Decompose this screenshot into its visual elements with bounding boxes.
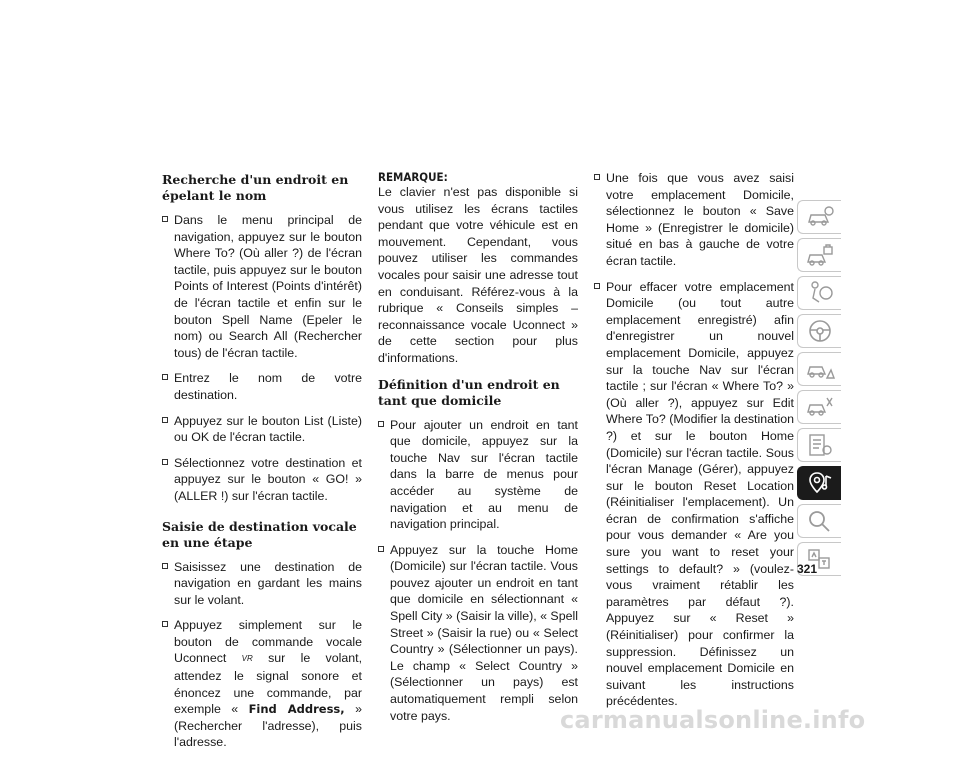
search-icon — [805, 508, 835, 534]
square-bullet-icon — [162, 374, 168, 380]
list-item: Appuyez simplement sur le bouton de commande vocale Uconnect VR sur le volant, attendez le signal sonore et énoncez une commande, par exemple « Find Address, » (Rechercher l'adresse), puis l'adresse. — [162, 617, 362, 751]
square-bullet-icon — [378, 546, 384, 552]
note-heading: REMARQUE: — [378, 170, 448, 184]
list-item: Appuyez sur la touche Home (Domicile) sur l'écran tactile. Vous pouvez ajouter un endroit en tant que domicile en sélectionnant « Spell City » (Saisir la ville), « Spell Street » (Saisir la rue) ou « Select Country » (Sélectionner un pays). Le champ « Select Country » (Sélectionner un pays) est automatiquement rempli selon votre pays. — [378, 542, 578, 725]
list-item: Une fois que vous avez saisi votre emplacement Domicile, sélectionnez le bouton « Save Home » (Enregistrer le domicile) situé en bas à gauche de votre écran tactile. — [594, 170, 794, 270]
chapter-tab-bar — [797, 200, 841, 580]
heading-spell-name: Recherche d'un endroit en épelant le nom — [162, 172, 349, 203]
watermark-text: carmanualsonline.info — [560, 706, 866, 734]
column-left — [162, 170, 362, 760]
tab-search[interactable] — [797, 504, 841, 538]
multimedia-icon — [805, 470, 835, 496]
list-item: Dans le menu principal de navigation, appuyez sur le bouton Where To? (Où aller ?) de l'écran tactile, puis appuyez sur le bouton Points of Interest (Points d'intérêt) de l'écran tactile et enfin sur le bouton Spell Name (Epeler le nom) ou Search All (Rechercher tous) de l'écran tactile. — [162, 212, 362, 361]
list-item: Pour ajouter un endroit en tant que domicile, appuyez sur la touche Nav sur l'écran tactile dans la barre de menus pour accéder au système de navigation et au menu de navigation principal. — [378, 417, 578, 533]
list-voice-destination — [162, 559, 362, 752]
square-bullet-icon — [162, 459, 168, 465]
column-middle — [378, 170, 578, 733]
list-item: Saisissez une destination de navigation en gardant les mains sur le volant. — [162, 559, 362, 609]
square-bullet-icon — [162, 216, 168, 222]
square-bullet-icon — [162, 417, 168, 423]
car-info-icon — [805, 204, 835, 230]
car-warning-icon — [805, 356, 835, 382]
tab-maintenance-list[interactable] — [797, 428, 841, 462]
square-bullet-icon — [162, 563, 168, 569]
list-spell-name — [162, 212, 362, 505]
square-bullet-icon — [162, 621, 168, 627]
car-lock-icon — [805, 242, 835, 268]
steering-wheel-icon — [805, 318, 835, 344]
list-item: Appuyez sur le bouton List (Liste) ou OK de l'écran tactile. — [162, 413, 362, 446]
list-item: Sélectionnez votre destination et appuyez sur le bouton « GO! » (ALLER !) sur l'écran tactile. — [162, 455, 362, 505]
column-right — [594, 170, 794, 719]
car-service-icon — [805, 394, 835, 420]
list-item: Entrez le nom de votre destination. — [162, 370, 362, 403]
maintenance-list-icon — [805, 432, 835, 458]
page-number: 321 — [797, 562, 818, 576]
tab-car-lock[interactable] — [797, 238, 841, 272]
list-set-home — [378, 417, 578, 725]
tab-car-service[interactable] — [797, 390, 841, 424]
square-bullet-icon — [594, 283, 600, 289]
tab-car-warning[interactable] — [797, 352, 841, 386]
list-item: Pour effacer votre emplacement Domicile (ou tout autre emplacement enregistré) afin d'enregistrer un nouvel emplacement Domicile, appuyez sur la touche Nav sur l'écran tactile ; sur l'écran « Where To? » (Où aller ?), appuyez sur Edit Where To? (Modifier la destination ?) et sur le bouton Home (Domicile) sur l'écran tactile. Sous l'écran Manage (Gérer), appuyez sur le bouton Reset Location (Réinitialiser l'emplacement). Un écran de confirmation s'affiche pour vous demander « Are you sure you want to reset your settings to default? » (voulez-vous vraiment rétablir les paramètres par défaut ?). Appuyez sur « Reset » (Réinitialiser) pour confirmer la suppression. Définissez un nouvel emplacement Domicile en suivant les instructions précédentes. — [594, 279, 794, 710]
tab-airbag[interactable] — [797, 276, 841, 310]
list-set-home-continued — [594, 170, 794, 710]
square-bullet-icon — [594, 174, 600, 180]
airbag-icon — [805, 280, 835, 306]
heading-voice-destination: Saisie de destination vocale en une étape — [162, 518, 357, 550]
tab-multimedia[interactable] — [797, 466, 841, 500]
tab-steering-wheel[interactable] — [797, 314, 841, 348]
tab-car-info[interactable] — [797, 200, 841, 234]
heading-set-home: Définition d'un endroit en tant que domicile — [378, 376, 560, 408]
note-body: Le clavier n'est pas disponible si vous utilisez les écrans tactiles pendant que votre véhicule est en mouvement. Cependant, vous pouvez utiliser les commandes vocales pour saisir une adresse tout en conduisant. Référez-vous à la rubrique « Conseils simples – reconnaissance vocale Uconnect » de cette section pour plus d'informations. — [378, 185, 578, 365]
square-bullet-icon — [378, 421, 384, 427]
voice-command-icon: VR — [241, 654, 253, 664]
